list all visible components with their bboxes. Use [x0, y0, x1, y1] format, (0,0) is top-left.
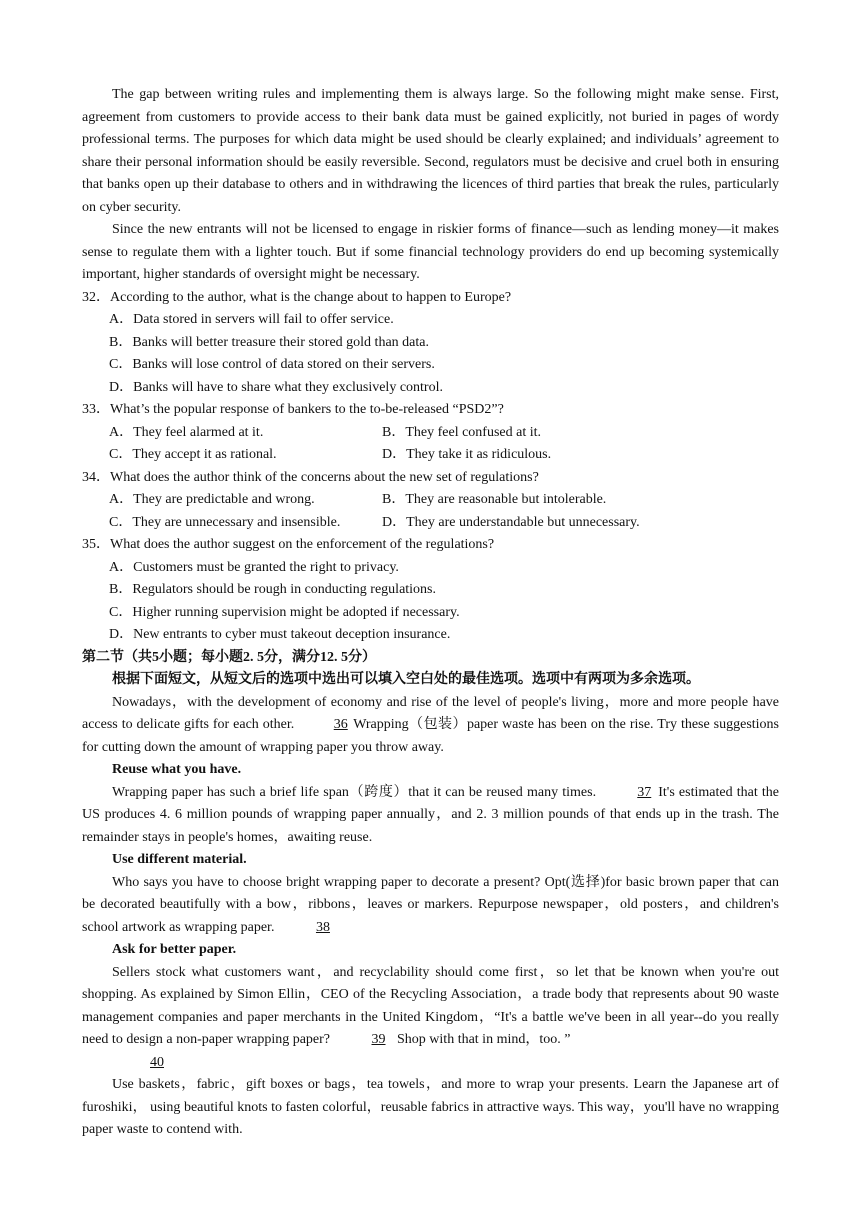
option-row [109, 512, 779, 535]
option-d: D．They take it as ridiculous. [382, 447, 552, 462]
question-stem: 35．What does the author suggest on the enforcement of the regulations? [82, 537, 495, 552]
passage-paragraph: Since the new entrants will not be licensed to engage in riskier forms of finance—such as lending money—it makes sense to regulate them with a lighter touch. But if some financial technology providers do end up becoming systemically important, higher standards of oversight might be necessary. [82, 222, 779, 282]
question-33 [82, 399, 779, 467]
option-d: D．Banks will have to share what they exclusively control. [109, 379, 443, 395]
question-stem: 33．What’s the popular response of bankers to the to-be-released “PSD2”? [82, 402, 504, 417]
blank-40: 40 [150, 1054, 164, 1070]
text-segment: Nowadays，with the development of economy and rise of the level of people's living，more and more people have access to delicate gifts for each other. [82, 694, 779, 732]
question-stem: 32．According to the author, what is the change about to happen to Europe? [82, 289, 512, 305]
cloze-paragraph [82, 782, 779, 850]
section-heading: 第二节（共5小题；每小题2. 5分，满分12. 5分） [82, 649, 376, 665]
option-a: A．Customers must be granted the right to privacy. [109, 559, 399, 575]
option-c: C．They accept it as rational. [109, 447, 277, 462]
cloze-paragraph [82, 962, 779, 1052]
document-page [82, 84, 779, 1142]
option-d: D．New entrants to cyber must takeout deception insurance. [109, 627, 451, 642]
question-stem: 34．What does the author think of the concerns about the new set of regulations? [82, 469, 539, 485]
cloze-paragraph [82, 692, 779, 760]
cloze-paragraph [82, 872, 779, 940]
blank-38: 38 [315, 919, 330, 935]
subheading: Use different material. [112, 852, 247, 867]
passage-paragraph: The gap between writing rules and implementing them is always large. So the following might make sense. First, agreement from customers to provide access to their bank data must be gained explicitly, not buried in pages of wordy professional terms. The purposes for which data might be used should be clearly explained; and individuals’ agreement to share their personal information should be easily reversible. Second, regulators must be decisive and cruel both in ensuring that banks open up their database to others and in withdrawing the licences of third parties that break the rules, particularly on cyber security. [82, 87, 779, 215]
blank-37: 37 [637, 784, 652, 800]
blank-36: 36 [333, 717, 348, 732]
option-d: D．They are understandable but unnecessary. [382, 514, 640, 530]
option-a: A．Data stored in servers will fail to offer service. [109, 312, 394, 327]
subheading: Reuse what you have. [112, 762, 242, 777]
text-segment: Wrapping（包装）paper waste has been on the rise. Try these suggestions for cutting down the amount of wrapping paper you throw away. [82, 717, 780, 755]
option-c: C．Banks will lose control of data stored on their servers. [109, 357, 435, 372]
option-b: B．Banks will better treasure their stored gold than data. [109, 334, 429, 350]
text-segment: Wrapping paper has such a brief life span（跨度）that it can be reused many times. [112, 784, 597, 800]
text-segment: Who says you have to choose bright wrapping paper to decorate a present? Opt(选择)for basic brown paper that can be decorated beautifully with a bow，ribbons，leaves or markers. Repurpose newspaper，old posters，and children's school artwork as wrapping paper. [82, 874, 779, 935]
option-row [109, 489, 779, 512]
subheading: Ask for better paper. [112, 942, 237, 957]
text-segment: It's estimated that the US produces 4. 6 million pounds of wrapping paper annually，and 2. 3 million pounds of that ends up in the trash. The remainder stays in people's homes，awaiting reuse. [82, 784, 779, 845]
option-b: B．Regulators should be rough in conducting regulations. [109, 582, 437, 597]
option-c: C．They are unnecessary and insensible. [109, 514, 341, 530]
option-row [109, 422, 779, 445]
text-segment: Sellers stock what customers want，and recyclability should come first，so let that be known when you're out shopping. As explained by Simon Ellin，CEO of the Recycling Association，a trade body that represents about 90 waste management companies and paper merchants in the United Kingdom，“It's a battle we've been in all year--do you really need to design a non-paper wrapping paper? [82, 964, 779, 1047]
section-instruction: 根据下面短文，从短文后的选项中选出可以填入空白处的最佳选项。选项中有两项为多余选项。 [112, 672, 700, 687]
cloze-paragraph: Use baskets，fabric，gift boxes or bags，tea towels，and more to wrap your presents. Learn the Japanese art of furoshiki， using beautiful knots to fasten colorful，reusable fabrics in attractive ways. This way，you'll have no wrapping paper waste to contend with. [82, 1077, 779, 1137]
option-a: A．They are predictable and wrong. [109, 492, 315, 507]
option-row [109, 444, 779, 467]
option-a: A．They feel alarmed at it. [109, 424, 264, 440]
blank-line [82, 1052, 779, 1075]
option-b: B．They are reasonable but intolerable. [382, 492, 607, 507]
question-32 [82, 287, 779, 400]
text-segment: Shop with that in mind，too. ” [397, 1032, 571, 1047]
question-35 [82, 534, 779, 647]
option-b: B．They feel confused at it. [382, 424, 542, 440]
question-34 [82, 467, 779, 535]
blank-39: 39 [371, 1032, 386, 1047]
option-c: C．Higher running supervision might be adopted if necessary. [109, 604, 460, 620]
